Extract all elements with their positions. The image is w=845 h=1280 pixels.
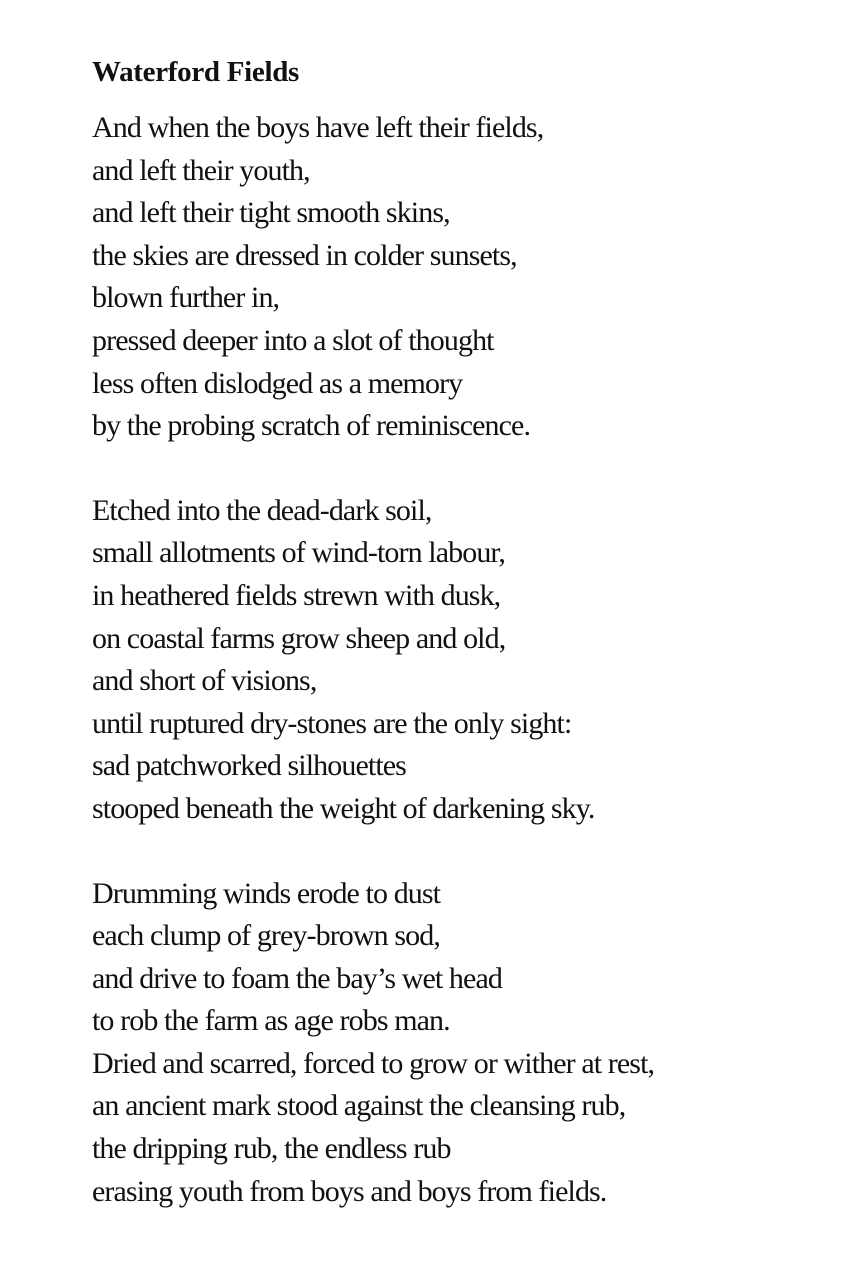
poem-line: on coastal farms grow sheep and old, bbox=[92, 621, 506, 655]
poem-line: And when the boys have left their fields, bbox=[92, 111, 544, 144]
poem-line: pressed deeper into a slot of thought bbox=[92, 323, 494, 357]
poem-line: in heathered fields strewn with dusk, bbox=[92, 578, 501, 612]
poem-line: each clump of grey-brown sod, bbox=[92, 919, 440, 953]
stanza-3 bbox=[92, 873, 822, 1214]
poem-line: and drive to foam the bay’s wet head bbox=[92, 961, 502, 995]
poem-line: sad patchworked silhouettes bbox=[92, 749, 406, 783]
poem-line: Drumming winds erode to dust bbox=[92, 876, 441, 910]
poem-line: and left their tight smooth skins, bbox=[92, 196, 450, 230]
poem-line: Dried and scarred, forced to grow or wither at rest, bbox=[92, 1046, 655, 1080]
poem-line: until ruptured dry-stones are the only sight: bbox=[92, 706, 572, 740]
poem-line: erasing youth from boys and boys from fields. bbox=[92, 1174, 607, 1208]
poem-line: stooped beneath the weight of darkening sky. bbox=[92, 791, 595, 825]
stanza-2 bbox=[92, 490, 822, 831]
poem-line: and short of visions, bbox=[92, 664, 317, 698]
poem-title: Waterford Fields bbox=[92, 56, 300, 88]
poem-line: Etched into the dead-dark soil, bbox=[92, 493, 432, 527]
poem-line: by the probing scratch of reminiscence. bbox=[92, 409, 531, 443]
stanza-1 bbox=[92, 107, 822, 448]
poem-line: and left their youth, bbox=[92, 153, 310, 187]
poem-line: an ancient mark stood against the cleansing rub, bbox=[92, 1089, 626, 1123]
poem-line: the dripping rub, the endless rub bbox=[92, 1132, 451, 1166]
poem-line: to rob the farm as age robs man. bbox=[92, 1004, 450, 1038]
poem-line: blown further in, bbox=[92, 281, 280, 315]
poem-line: the skies are dressed in colder sunsets, bbox=[92, 238, 517, 272]
poem-page bbox=[92, 52, 822, 1255]
poem-line: small allotments of wind-torn labour, bbox=[92, 536, 505, 570]
poem-line: less often dislodged as a memory bbox=[92, 366, 463, 400]
